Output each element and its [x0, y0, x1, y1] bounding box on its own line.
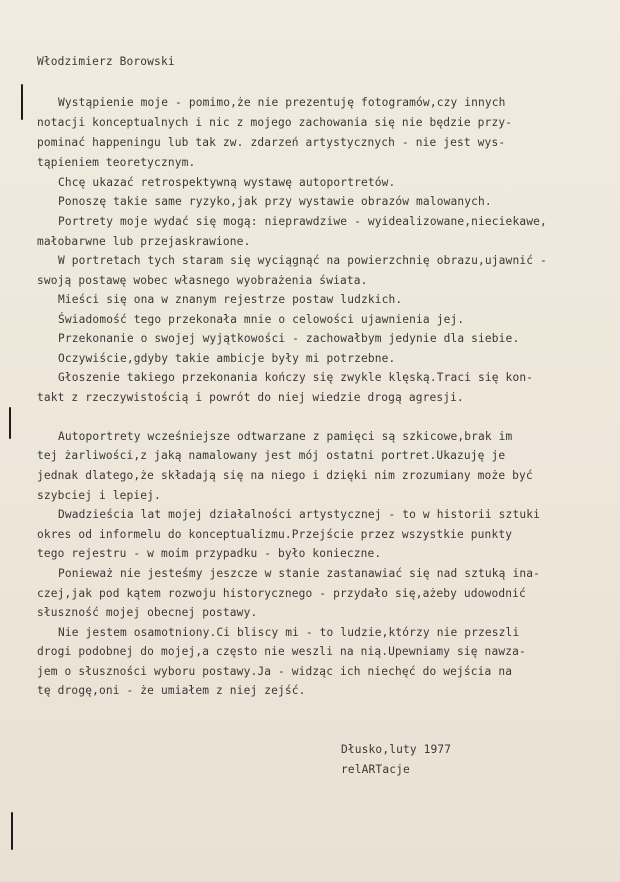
paragraph-2-line: Nie jestem osamotniony.Ci bliscy mi - to ludzie,którzy nie przeszli — [58, 626, 520, 639]
paragraph-1-line: tąpieniem teoretycznym. — [37, 156, 196, 169]
author-name: Włodzimierz Borowski — [37, 55, 175, 68]
paragraph-2-line: czej,jak pod kątem rozwoju historycznego - przydało się,ażeby udowodnić — [37, 587, 526, 600]
paragraph-1-line: Oczywiście,gdyby takie ambicje były mi potrzebne. — [58, 352, 396, 365]
margin-ink-mark-middle — [9, 407, 11, 439]
paragraph-1-line: małobarwne lub przejaskrawione. — [37, 235, 251, 248]
paragraph-2-line: szybciej i lepiej. — [37, 489, 161, 502]
paragraph-1-line: Wystąpienie moje - pomimo,że nie prezentuję fotogramów,czy innych — [58, 96, 506, 109]
paragraph-2-line: tej żarliwości,z jaką namalowany jest mój ostatni portret.Ukazuję je — [37, 449, 506, 462]
place-date: Dłusko,luty 1977 — [341, 743, 452, 756]
margin-ink-mark-top — [21, 84, 23, 120]
paragraph-1-line: Mieści się ona w znanym rejestrze postaw ludzkich. — [58, 293, 403, 306]
paragraph-2-line: jem o słuszności wyboru postawy.Ja - widząc ich niechęć do wejścia na — [37, 665, 513, 678]
paragraph-2-line: Autoportrety wcześniejsze odtwarzane z pamięci są szkicowe,brak im — [58, 430, 513, 443]
margin-ink-mark-bottom — [11, 812, 13, 850]
paragraph-2-line: tę drogę,oni - że umiałem z niej zejść. — [37, 684, 306, 697]
paragraph-1-line: notacji konceptualnych i nic z mojego zachowania się nie będzie przy- — [37, 116, 513, 129]
paragraph-1-line: Portrety moje wydać się mogą: nieprawdziwe - wyidealizowane,nieciekawe, — [58, 215, 547, 228]
paragraph-2-line: tego rejestru - w moim przypadku - było konieczne. — [37, 547, 382, 560]
paragraph-2-line: okres od informelu do konceptualizmu.Przejście przez wszystkie punkty — [37, 528, 513, 541]
paragraph-2-line: jednak dlatego,że składają się na niego i dzięki nim zrozumiany może być — [37, 469, 533, 482]
paragraph-2-line: drogi podobnej do mojej,a często nie weszli na nią.Upewniamy się nawza- — [37, 645, 526, 658]
paragraph-1-line: Chcę ukazać retrospektywną wystawę autoportretów. — [58, 176, 396, 189]
paragraph-1-line: Przekonanie o swojej wyjątkowości - zachowałbym jedynie dla siebie. — [58, 332, 520, 345]
paragraph-1-line: swoją postawę wobec własnego wyobrażenia świata. — [37, 274, 368, 287]
paragraph-1-line: Świadomość tego przekonała mnie o celowości ujawnienia jej. — [58, 313, 465, 326]
paragraph-2-line: Ponieważ nie jesteśmy jeszcze w stanie zastanawiać się nad sztuką ina- — [58, 567, 540, 580]
paragraph-1-line: takt z rzeczywistością i powrót do niej wiedzie drogą agresji. — [37, 391, 464, 404]
paragraph-2-line: słuszność mojej obecnej postawy. — [37, 606, 258, 619]
series-title: relARTacje — [341, 763, 410, 776]
paragraph-1-line: Ponoszę takie same ryzyko,jak przy wystawie obrazów malowanych. — [58, 195, 492, 208]
paragraph-1-line: pominać happeningu lub tak zw. zdarzeń artystycznych - nie jest wys- — [37, 136, 506, 149]
paragraph-1-line: W portretach tych staram się wyciągnąć na powierzchnię obrazu,ujawnić - — [58, 254, 547, 267]
paragraph-1-line: Głoszenie takiego przekonania kończy się zwykle klęską.Traci się kon- — [58, 371, 534, 384]
paragraph-2-line: Dwadzieścia lat mojej działalności artystycznej - to w historii sztuki — [58, 508, 540, 521]
